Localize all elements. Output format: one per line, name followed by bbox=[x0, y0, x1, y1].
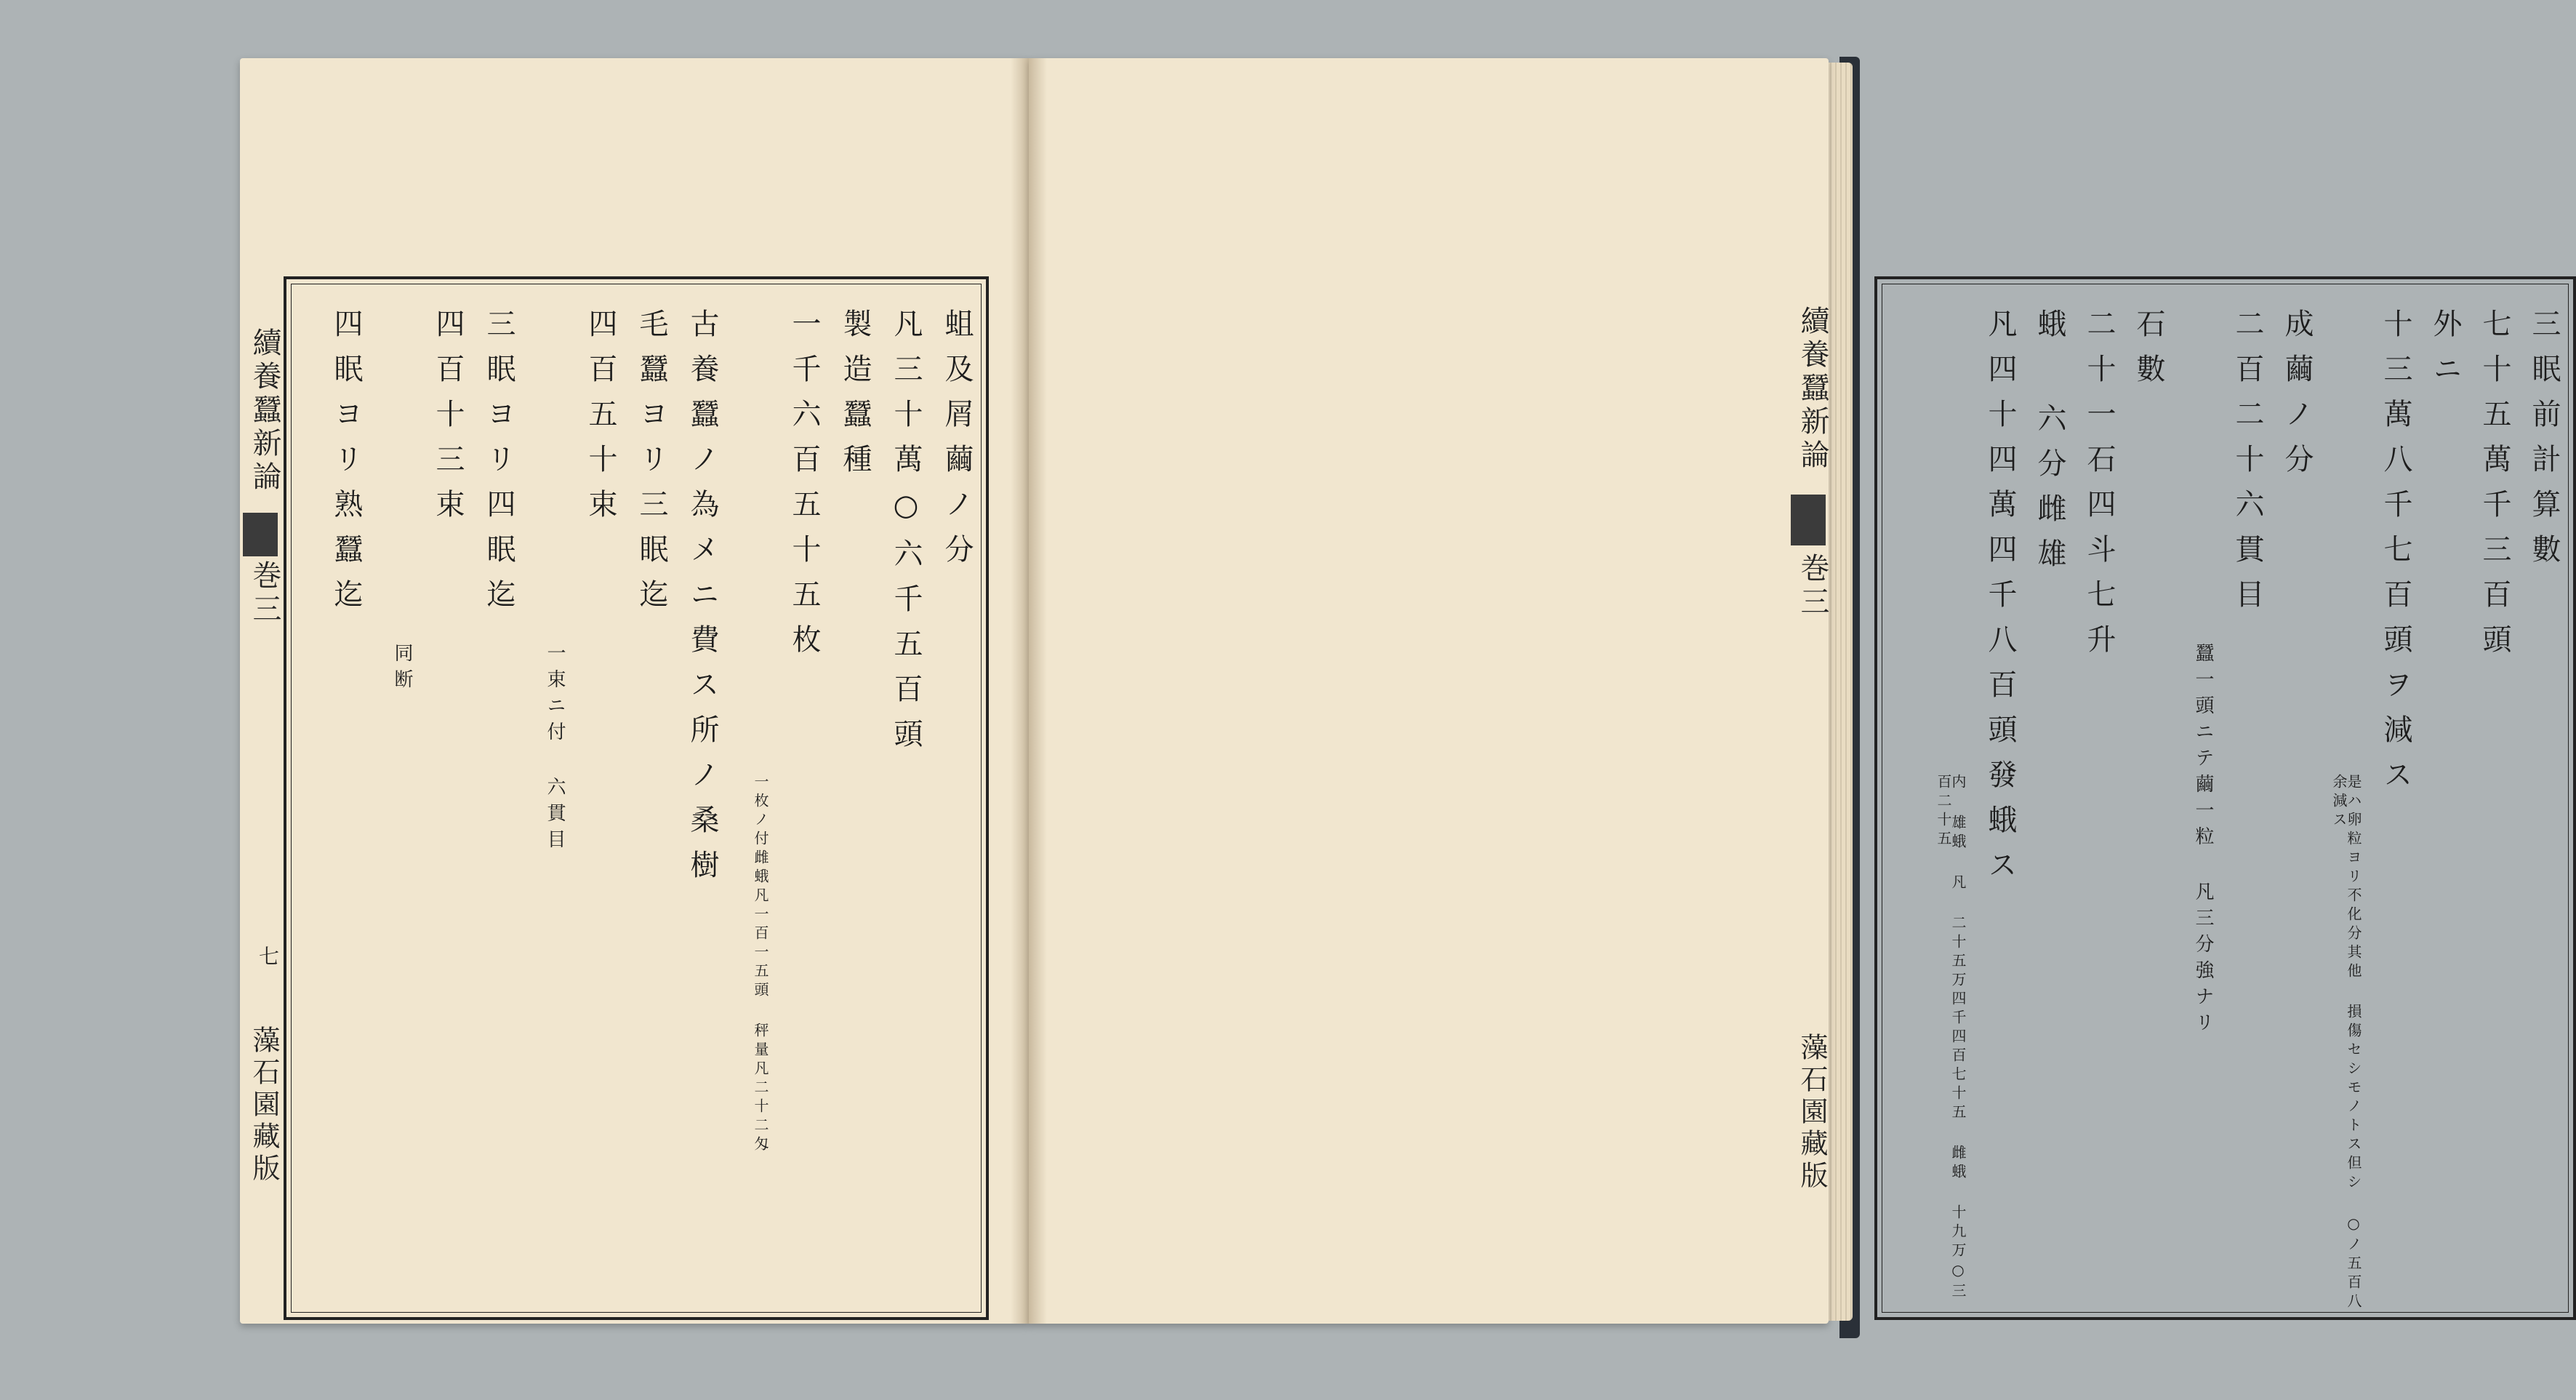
right-text-frame bbox=[1874, 276, 2576, 1320]
left-text-column: 同断 bbox=[391, 643, 413, 695]
right-text-column: 外ニ bbox=[2428, 308, 2462, 399]
left-text-column: 四百十三束 bbox=[431, 308, 465, 534]
right-text-column: 蠶一頭ニテ繭一粒 凡三分強ナリ bbox=[2192, 643, 2214, 1039]
left-text-column: 凡三十萬○六千五百頭 bbox=[889, 308, 923, 764]
right-text-column: 成繭ノ分 bbox=[2280, 308, 2314, 489]
right-hashira-title: 續養蠶新論 bbox=[1796, 305, 1829, 473]
left-text-column: 蛆及屑繭ノ分 bbox=[940, 308, 974, 579]
left-text-column: 一束ニ付 六貫目 bbox=[544, 643, 566, 855]
right-text-column: 十三萬八千七百頭ヲ減ス bbox=[2379, 308, 2412, 804]
right-text-column: 二百二十六貫目 bbox=[2231, 308, 2264, 624]
left-hashira-band bbox=[243, 513, 278, 556]
left-text-column: 四百五十束 bbox=[584, 308, 617, 534]
open-book bbox=[240, 58, 2561, 1338]
left-page-number: 七 bbox=[256, 945, 280, 966]
right-text-column: 是ハ卵粒ヨリ不化分其他 損傷セシモノトス但シ ○ノ五百八余減ス bbox=[2330, 774, 2362, 1312]
left-hashira-volume: 巻三 bbox=[248, 560, 281, 627]
left-text-column: 三眠ヨリ四眠迄 bbox=[482, 308, 515, 624]
left-text-column: 毛蠶ヨリ三眠迄 bbox=[635, 308, 668, 624]
left-publisher-mark: 藻石園藏版 bbox=[248, 1025, 280, 1185]
left-text-column: 古養蠶ノ為メニ費ス所ノ桑樹 bbox=[686, 308, 719, 895]
right-text-column: 内 雄蛾 凡 二十五万四千四百七十五 雌蛾 十九万○三百二十五 bbox=[1935, 774, 1967, 1302]
right-text-column: 三眠前計算數 bbox=[2527, 308, 2561, 579]
right-text-column: 石數 bbox=[2132, 308, 2165, 399]
book-gutter bbox=[1011, 58, 1047, 1324]
left-text-column: 製造蠶種 bbox=[838, 308, 872, 489]
left-text-column: 一枚ノ付雌蛾凡一百一五頭 秤量凡二十二匁 bbox=[752, 774, 769, 1155]
right-hashira-volume: 巻三 bbox=[1796, 553, 1829, 620]
left-hashira-title: 續養蠶新論 bbox=[248, 327, 281, 495]
left-page bbox=[240, 58, 1029, 1324]
left-text-column: 一千六百五十五枚 bbox=[787, 308, 821, 669]
left-text-frame bbox=[284, 276, 989, 1320]
right-publisher-mark: 藻石園藏版 bbox=[1796, 1033, 1828, 1193]
right-text-column: 凡四十四萬四千八百頭發蛾ス bbox=[1983, 308, 2017, 895]
right-page bbox=[1029, 58, 2561, 1324]
right-text-column: 蛾 六分雌雄 bbox=[2033, 308, 2066, 583]
left-text-column: 四眠ヨリ熟蠶迄 bbox=[329, 308, 363, 624]
right-text-column: 七十五萬千三百頭 bbox=[2478, 308, 2511, 669]
right-hashira-band bbox=[1791, 495, 1826, 545]
right-text-column: 二十一石四斗七升 bbox=[2082, 308, 2116, 669]
